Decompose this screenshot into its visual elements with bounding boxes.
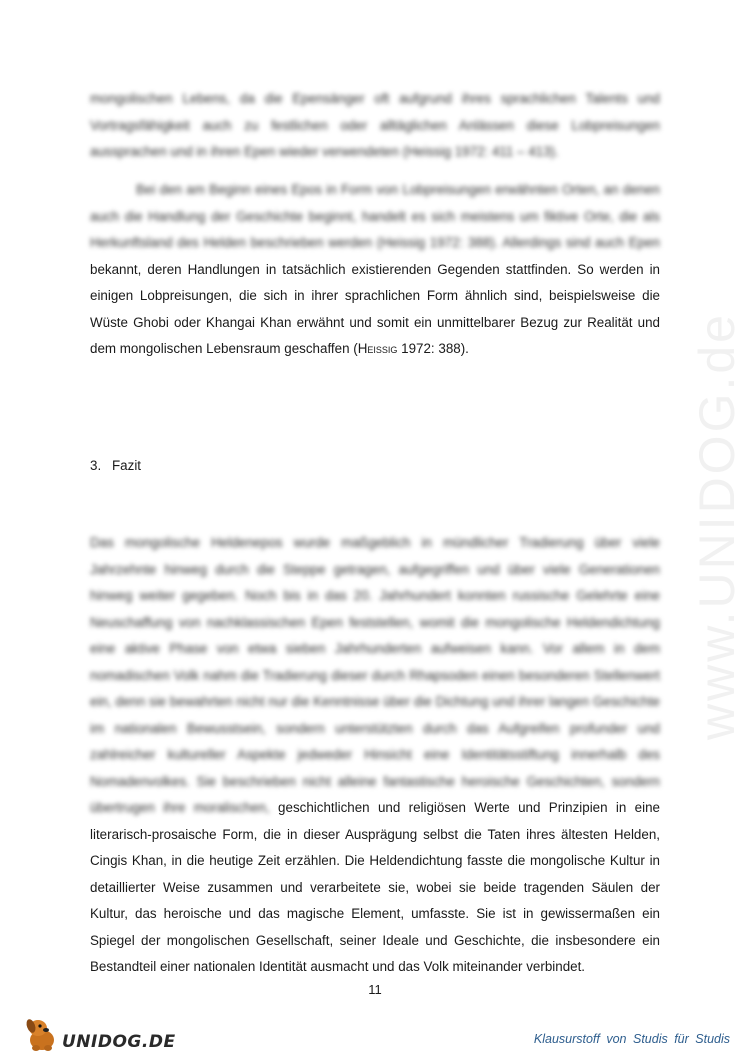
citation-rest: 1972: 388).: [397, 341, 469, 356]
visible-text: geschichtlichen und religiösen Werte und Prinzipien in eine literarisch-prosaische Form, die in dieser Ausprägung selbst die Taten ihres ältesten Helden, Cingis Khan, in die heutige Zeit erzählen. Die Heldendichtung fasste die mongolische Kultur in detaillierter Weise zusammen und verarbeitete sie, wobei sie beide tragenden Säulen der Kultur, das heroische und das magische Element, umfasste. Sie ist in gewissermaßen ein Spiegel der mongolischen Gesellschaft, seiner Ideale und Geschichte, die insbesondere ein Bestandteil einer nationalen Identität ausmacht und das Volk miteinander verbindet.: [90, 800, 660, 974]
blurred-text: Das mongolische Heldenepos wurde maßgeblich in mündlicher Tradierung über viele Jahrzehnte hinweg durch die Steppe getragen, aufgegriffen und über viele Generationen hinweg weiter gegeben. Noch bis in das 20. Jahrhundert konnten russische Gelehrte eine Neuschaffung von nachklassischen Epen feststellen, womit die mongolische Heldendichtung eine aktive Phase von etwa sieben Jahrhunderten aufweisen kann. Vor allem in dem nomadischen Volk nahm die Tradierung dieser durch Rhapsoden einen besonderen Stellenwert ein, denn sie bewahrten nicht nur die Kenntnisse über die Dichtung und ihrer langen Geschichte im nationalen Bewusstsein, sondern unterstützten durch das Aufgreifen profunder und zahlreicher kultureller Aspekte jedweder Hinsicht eine Identitätsstiftung innerhalb des Nomadenvolkes. Sie beschrieben nicht alleine fantastische heroische Geschichten, sondern übertrugen ihre moralischen,: [90, 535, 660, 815]
logo-text: UNIDOG.DE: [62, 1032, 176, 1052]
visible-text: bekannt, deren Handlungen in tatsächlich existierenden Gegenden stattfinden. So werden in einigen Lobpreisungen, die sich in ihrer sprachlichen Form ähnlich sind, beispielsweise die Wüste Ghobi oder Khangai Khan erwähnt und somit ein unmittelbarer Bezug zur Realität und dem mongolischen Lebensraum geschaffen (: [90, 261, 660, 356]
dog-icon: [22, 1014, 66, 1054]
paragraph-2: [90, 177, 660, 363]
page-number: 11: [368, 982, 382, 997]
paragraph-3: [90, 530, 660, 981]
section-title: Fazit: [112, 458, 142, 473]
footer-slogan: Klausurstoff von Studis für Studis: [533, 1032, 730, 1046]
blurred-paragraph-1: mongolischen Lebens, da die Epensänger oft aufgrund ihres sprachlichen Talents und Vortragsfähigkeit auch zu festlichen oder alltäglichen Anlässen diese Lobpreisungen aussprachen und in ihren Epen wieder verwendeten (Heissig 1972: 411 – 413).: [90, 91, 660, 159]
unidog-logo[interactable]: [22, 1014, 176, 1054]
section-heading: [90, 458, 141, 473]
blurred-text: Bei den am Beginn eines Epos in Form von Lobpreisungen erwähnten Orten, an denen auch die Handlung der Geschichte beginnt, handelt es sich meistens um fiktive Orte, die als Herkunftsland des Helden beschrieben werden (Heissig 1972: 388). Allerdings sind auch Epen: [90, 182, 660, 250]
watermark-text: www.UNIDOG.de: [689, 312, 745, 740]
citation-author: Heissig: [357, 341, 398, 356]
section-number: 3.: [90, 458, 102, 473]
